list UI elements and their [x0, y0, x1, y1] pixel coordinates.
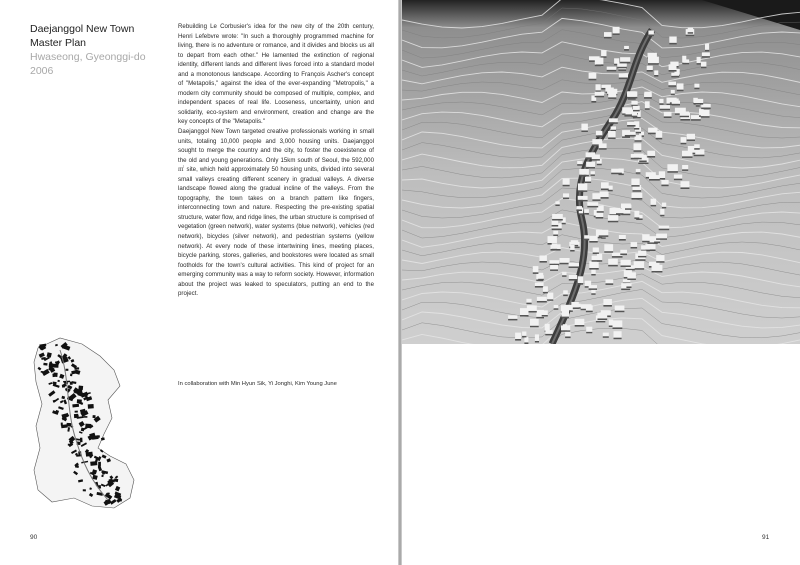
description-paragraph-2: Daejanggol New Town targeted creative professionals working in small units, totaling 10,000 people and 3,000 housing units. Daejanggol sought to merge the country and the city, to foster the coexistence of the old and young generations. Only 15km south of Seoul, the 592,000㎡ site, which held approximately 50 housing units, divided into several small valleys creating different scenery in gradual valleys. A diverse landscape flowed along the gradual incline of the valleys. From the topography, the town takes on a branch pattern like fingers, interconnecting town and nature. Respecting the pre-existing spatial structure, water flow, and ridge lines, the urban structure is comprised of vegetation (green network), water systems (blue network), vehicles (red network), bicycles (silver network), and pedestrian systems (yellow network). At every node of these intertwining lines, meeting places, bicycle parking, stores, galleries, and bookstores were located as small footholds for the town's cultural activities. This kind of project for an emerging community was a way to reform society. However, information about the project was leaked to speculators, putting an end to the project. [178, 128, 374, 298]
project-title-line-2: Master Plan [30, 37, 87, 49]
site-plan-icon [30, 330, 140, 520]
topographic-model-drawing [402, 0, 800, 344]
left-page [0, 0, 398, 565]
page-number-right: 91 [762, 534, 770, 541]
collaboration-credit: In collaboration with Min Hyun Sik, Yi Jonghi, Kim Young June [178, 381, 337, 387]
project-title-block [30, 22, 170, 78]
topographic-model-photo-icon [402, 0, 800, 344]
project-description [178, 22, 374, 299]
project-title-line-1: Daejanggol New Town [30, 23, 135, 35]
page-number-left: 90 [30, 534, 38, 541]
project-location: Hwaseong, Gyeonggi-do [30, 51, 146, 63]
site-plan-drawing [30, 330, 140, 520]
description-paragraph-1: Rebuilding Le Corbusier's idea for the new city of the 20th century, Henri Lefebvre wrote: "In such a thoroughly programmed machine for living, there is no adventure or romance, and it divides and blocks us all to depart from each other." He lamented the extinction of regional identity, different lands and different lives forced into a standard model and a monotonous landscape. According to François Ascher's concept of "Metapolis," against the idea of the ever-expanding "Metropolis," a modern city community should be composed of multiple, complex, and independent spaces of real life. Looseness, uncertainty, union and solidarity, eco-system and environment, creation and change are the key concepts of the "Metapolis." [178, 23, 374, 126]
project-year: 2006 [30, 65, 54, 77]
